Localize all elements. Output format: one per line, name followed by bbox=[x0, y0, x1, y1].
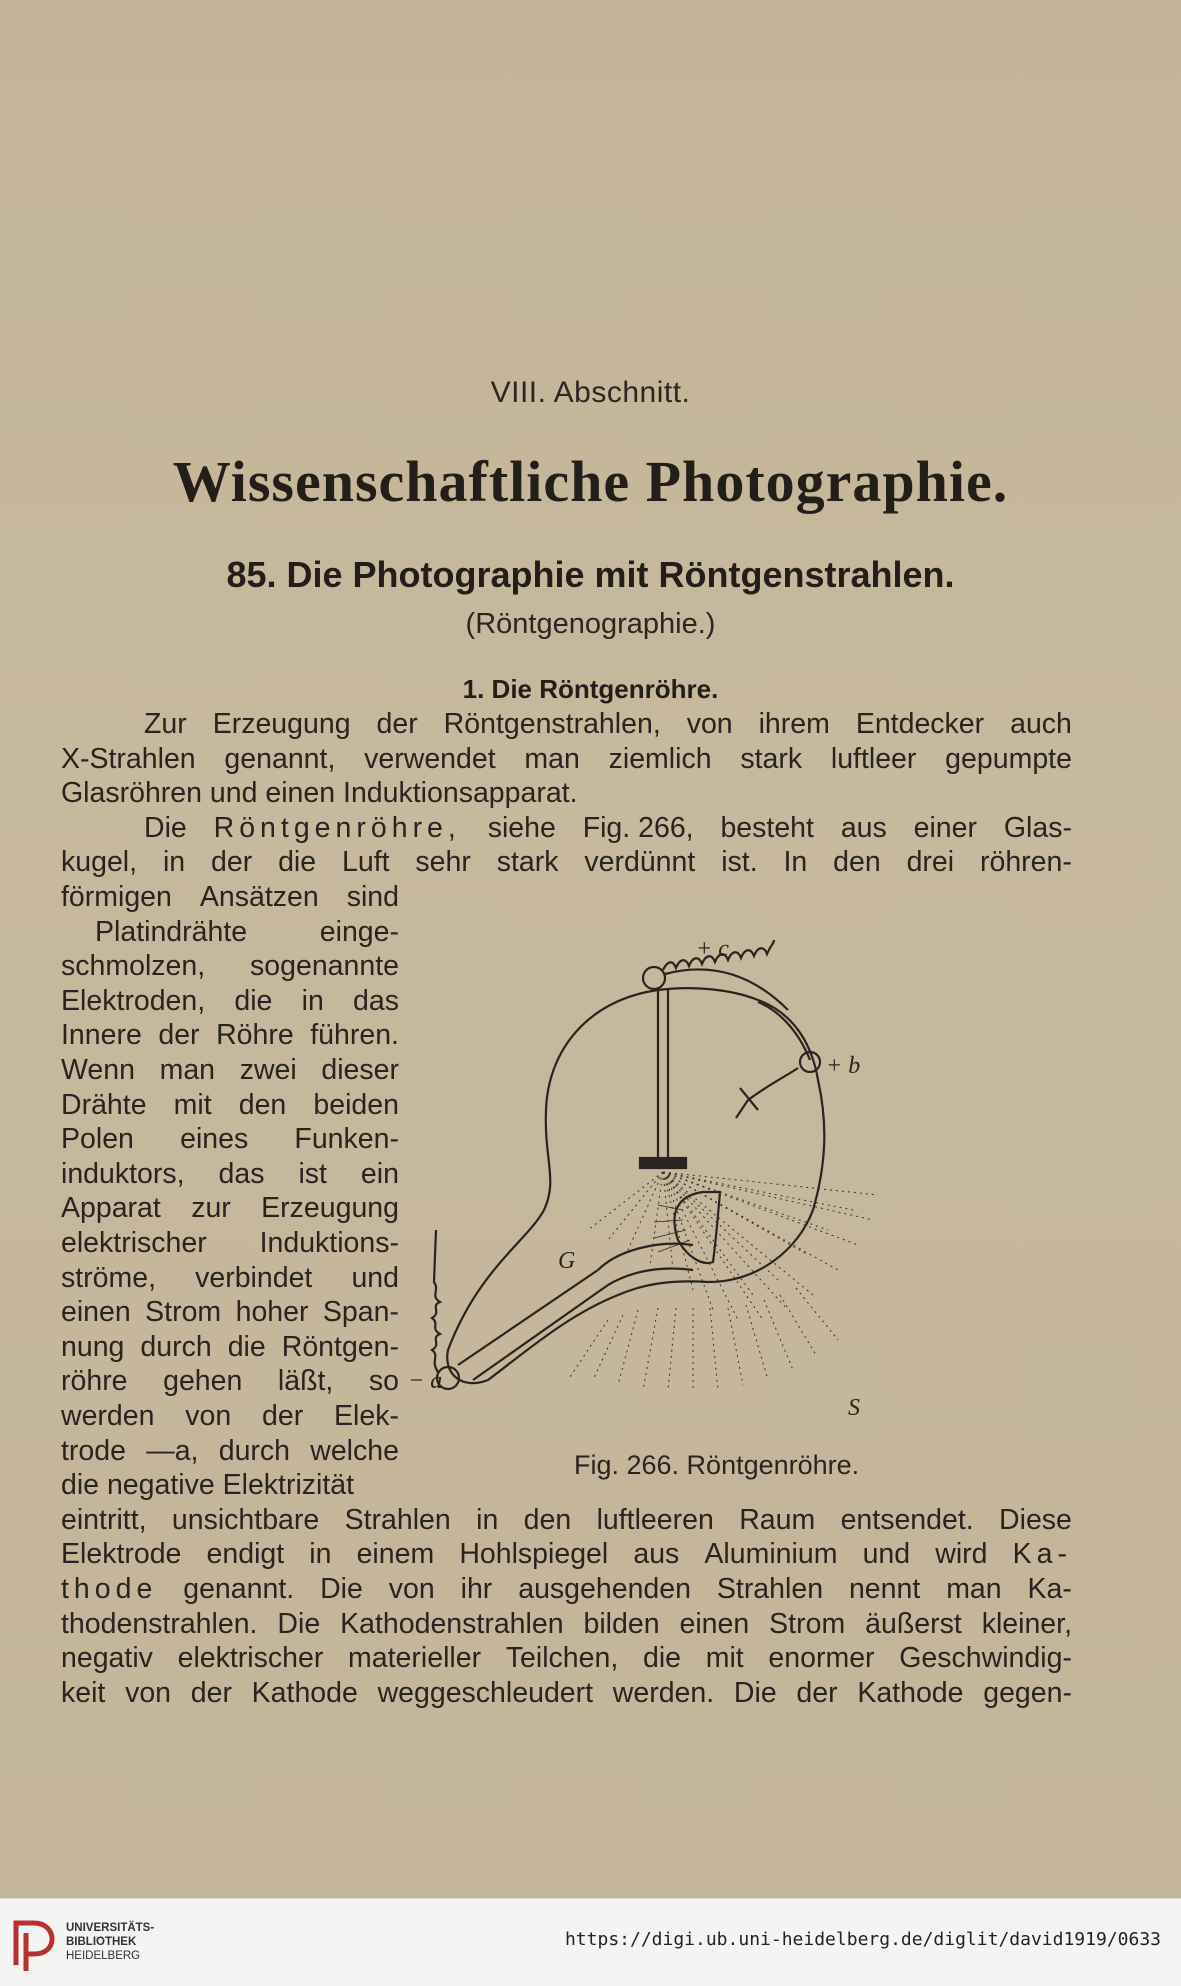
word: einen bbox=[61, 1296, 131, 1329]
text-line bbox=[61, 1123, 399, 1156]
word: Diese bbox=[999, 1503, 1072, 1536]
word: durch bbox=[218, 1434, 291, 1467]
word: nennt bbox=[848, 1573, 921, 1605]
label-a: − a bbox=[408, 1368, 443, 1394]
word: die negative Elektrizität bbox=[61, 1469, 355, 1502]
word: thode bbox=[61, 1573, 158, 1605]
word: X-Strahlen bbox=[61, 742, 196, 775]
word: der bbox=[190, 1676, 232, 1709]
word: sind bbox=[346, 881, 399, 913]
word: förmigen bbox=[61, 881, 172, 913]
text-line bbox=[61, 743, 1072, 776]
text-line bbox=[61, 1365, 399, 1398]
text-line bbox=[61, 846, 1072, 879]
word: bilden bbox=[583, 1607, 660, 1640]
word: luftleeren bbox=[596, 1503, 714, 1536]
logo-line-3: HEIDELBERG bbox=[66, 1950, 141, 1962]
word: Kathode bbox=[251, 1676, 358, 1709]
word: thodenstrahlen. bbox=[61, 1607, 258, 1640]
roentgen-tube-figure bbox=[408, 910, 1058, 1440]
word: gegen- bbox=[983, 1676, 1072, 1709]
word: weggeschleudert bbox=[377, 1676, 594, 1709]
word: äußerst bbox=[865, 1607, 962, 1640]
word: kleiner, bbox=[981, 1607, 1072, 1640]
word: In bbox=[783, 846, 808, 879]
word: zur bbox=[191, 1192, 231, 1225]
word: das bbox=[353, 984, 399, 1017]
word: auch bbox=[1010, 708, 1072, 740]
word: Röntgenstrahlen, bbox=[443, 708, 661, 740]
word: Glasröhren und einen Induktionsapparat. bbox=[61, 777, 578, 810]
word: die bbox=[227, 1330, 266, 1363]
word: beiden bbox=[313, 1088, 399, 1121]
word: Drähte bbox=[61, 1088, 147, 1121]
label-c: + c bbox=[696, 936, 729, 962]
word: Strahlen bbox=[344, 1503, 451, 1536]
word: ist bbox=[298, 1157, 327, 1190]
text-line bbox=[61, 985, 399, 1018]
section-heading: VIII. Abschnitt. bbox=[490, 376, 691, 409]
word: ziemlich bbox=[608, 742, 712, 775]
word: Röntgenröhre, bbox=[213, 811, 461, 844]
word: sehr bbox=[415, 846, 471, 879]
word: in bbox=[301, 984, 324, 1017]
text-line bbox=[61, 1331, 399, 1364]
text-line bbox=[61, 1435, 399, 1468]
word: durch bbox=[140, 1330, 212, 1363]
label-g: G bbox=[558, 1248, 576, 1274]
word: Röhre bbox=[216, 1019, 294, 1052]
word: führen. bbox=[310, 1019, 399, 1052]
word: Aluminium bbox=[704, 1538, 838, 1571]
word: das bbox=[218, 1157, 265, 1190]
text-line bbox=[61, 1019, 399, 1052]
word: Ansätzen bbox=[199, 881, 319, 913]
word: eines bbox=[180, 1123, 249, 1156]
word: zwei bbox=[239, 1054, 297, 1086]
word: Elektroden, bbox=[61, 984, 206, 1017]
word: welche bbox=[310, 1434, 399, 1467]
word: unsichtbare bbox=[171, 1503, 320, 1536]
word: ein bbox=[360, 1157, 399, 1190]
word: von bbox=[388, 1573, 435, 1605]
word: schmolzen, bbox=[61, 950, 206, 983]
text-line bbox=[61, 1158, 399, 1191]
word: luftleer bbox=[830, 742, 917, 775]
word: einge- bbox=[319, 915, 399, 948]
text-line bbox=[61, 1573, 1072, 1606]
text-line bbox=[61, 1262, 399, 1295]
word: trode bbox=[61, 1434, 126, 1467]
word: genannt, bbox=[224, 742, 336, 775]
word: verwendet bbox=[364, 742, 496, 775]
word: läßt, bbox=[277, 1365, 334, 1398]
word: sogenannte bbox=[250, 950, 399, 983]
word: mit bbox=[705, 1642, 744, 1675]
word: werden bbox=[61, 1400, 155, 1432]
word: Erzeugung bbox=[261, 1192, 399, 1225]
word: negativ bbox=[61, 1642, 153, 1675]
word: Polen bbox=[61, 1123, 134, 1156]
word: röhren- bbox=[979, 846, 1072, 879]
word: den bbox=[833, 846, 881, 879]
text-line bbox=[61, 1054, 399, 1087]
word: Glas- bbox=[1003, 811, 1072, 844]
word: Kathode bbox=[857, 1676, 964, 1709]
library-logo-icon bbox=[12, 1915, 56, 1973]
word: einen bbox=[679, 1607, 750, 1640]
word: eintritt, bbox=[61, 1503, 147, 1536]
word: Ka- bbox=[1012, 1538, 1072, 1571]
word: wird bbox=[935, 1538, 988, 1571]
text-line bbox=[61, 1504, 1072, 1537]
text-line bbox=[61, 1538, 1072, 1571]
word: Apparat bbox=[61, 1192, 161, 1225]
word: Die bbox=[277, 1607, 321, 1640]
word: verdünnt bbox=[584, 846, 696, 879]
word: drei bbox=[906, 846, 955, 879]
word: Innere bbox=[61, 1019, 142, 1052]
chapter-subtitle: (Röntgenographie.) bbox=[465, 608, 716, 640]
permalink-url[interactable]: https://digi.ub.uni-heidelberg.de/diglit/david1919/0633 bbox=[564, 1929, 1161, 1950]
word: Span- bbox=[322, 1296, 399, 1329]
word: verbindet bbox=[195, 1261, 313, 1294]
word: Röntgen- bbox=[281, 1330, 399, 1363]
word: von bbox=[185, 1400, 232, 1432]
word: Teilchen, bbox=[505, 1642, 619, 1675]
text-line bbox=[61, 1089, 399, 1122]
word: Elektrode bbox=[61, 1538, 182, 1571]
word: der bbox=[158, 1019, 200, 1052]
word: der bbox=[376, 708, 418, 740]
word: gepumpte bbox=[945, 742, 1072, 775]
text-line bbox=[61, 1677, 1072, 1710]
word: die bbox=[642, 1642, 682, 1675]
word: ströme, bbox=[61, 1261, 157, 1294]
word: stark bbox=[740, 742, 803, 775]
word: enormer bbox=[768, 1642, 875, 1675]
word: der bbox=[262, 1400, 304, 1432]
word: Kathodenstrahlen bbox=[340, 1607, 564, 1640]
word: ist. bbox=[721, 846, 758, 879]
word: Ka- bbox=[1027, 1573, 1072, 1605]
word: Strom bbox=[145, 1296, 222, 1329]
word: Wenn bbox=[61, 1054, 135, 1086]
word: dieser bbox=[321, 1054, 399, 1086]
word: und bbox=[862, 1538, 911, 1571]
text-line bbox=[144, 812, 1072, 845]
text-line bbox=[61, 1400, 399, 1433]
word: Induktions- bbox=[259, 1227, 399, 1259]
page-title: Wissenschaftliche Photographie. bbox=[172, 449, 1009, 514]
word: den bbox=[523, 1503, 572, 1536]
library-logo-text bbox=[66, 1921, 154, 1963]
word: man bbox=[159, 1054, 216, 1086]
word: Raum bbox=[739, 1503, 816, 1536]
word: in bbox=[309, 1538, 332, 1571]
word: kugel, bbox=[61, 846, 138, 879]
figure-caption: Fig. 266. Röntgenröhre. bbox=[574, 1450, 860, 1480]
word: Erzeugung bbox=[212, 708, 351, 740]
text-line bbox=[61, 1192, 399, 1225]
word: einem bbox=[356, 1538, 435, 1571]
text-line bbox=[61, 1469, 399, 1502]
word: —a, bbox=[146, 1434, 199, 1467]
text-line bbox=[61, 1296, 399, 1329]
label-b: + b bbox=[826, 1053, 861, 1079]
word: Zur bbox=[144, 708, 187, 740]
word: siehe bbox=[487, 811, 556, 844]
word: in bbox=[476, 1503, 499, 1536]
word: ihr bbox=[460, 1573, 493, 1605]
word: genannt. bbox=[183, 1573, 295, 1605]
logo-line-1: UNIVERSITÄTS- bbox=[66, 1922, 155, 1934]
viewer-footer bbox=[0, 1898, 1181, 1986]
word: endigt bbox=[206, 1538, 285, 1571]
word: der bbox=[796, 1676, 838, 1709]
word: einer bbox=[913, 811, 977, 844]
word: die bbox=[278, 846, 317, 879]
word: besteht bbox=[720, 811, 814, 844]
word: werden. bbox=[612, 1676, 715, 1709]
word: Die bbox=[733, 1676, 777, 1709]
roentgen-tube-illustration bbox=[408, 910, 1058, 1440]
word: ihrem bbox=[758, 708, 830, 740]
word: keit bbox=[61, 1676, 106, 1709]
word: Geschwindig- bbox=[899, 1642, 1072, 1675]
text-line bbox=[61, 1642, 1072, 1675]
word: und bbox=[351, 1261, 399, 1294]
word: elektrischer bbox=[177, 1642, 324, 1675]
word: materieller bbox=[348, 1642, 482, 1675]
word: Hohlspiegel bbox=[459, 1538, 609, 1571]
word: gehen bbox=[163, 1365, 243, 1398]
word: in bbox=[162, 846, 186, 879]
word: Entdecker bbox=[855, 708, 985, 740]
text-line bbox=[61, 777, 1072, 810]
word: Funken- bbox=[294, 1123, 399, 1156]
word: Elek- bbox=[334, 1400, 399, 1432]
word: ausgehenden bbox=[518, 1573, 691, 1605]
word: hoher bbox=[235, 1296, 309, 1329]
word: der bbox=[211, 846, 253, 879]
chapter-heading: 85. Die Photographie mit Röntgenstrahlen. bbox=[226, 554, 955, 595]
text-line bbox=[61, 950, 399, 983]
text-line bbox=[61, 1608, 1072, 1641]
word: man bbox=[524, 742, 580, 775]
text-line bbox=[95, 916, 399, 949]
word: Die bbox=[320, 1573, 363, 1605]
word: Platindrähte bbox=[95, 915, 248, 948]
text-line bbox=[144, 708, 1072, 741]
word: von bbox=[686, 708, 733, 740]
word: Luft bbox=[342, 846, 390, 879]
word: elektrischer bbox=[61, 1227, 207, 1259]
word: Strom bbox=[769, 1607, 846, 1640]
word: mit bbox=[173, 1088, 212, 1121]
word: so bbox=[368, 1365, 399, 1398]
word: den bbox=[238, 1088, 287, 1121]
text-line bbox=[61, 881, 399, 914]
word: Strahlen bbox=[716, 1573, 824, 1605]
logo-line-2: BIBLIOTHEK bbox=[66, 1936, 137, 1948]
word: stark bbox=[496, 846, 559, 879]
subsection-heading: 1. Die Röntgenröhre. bbox=[462, 674, 719, 704]
word: man bbox=[946, 1573, 1002, 1605]
word: aus bbox=[633, 1538, 680, 1571]
text-line bbox=[61, 1227, 399, 1260]
word: aus bbox=[840, 811, 887, 844]
word: von bbox=[125, 1676, 172, 1709]
word: entsendet. bbox=[840, 1503, 974, 1536]
word: Die bbox=[144, 811, 187, 844]
word: Fig. 266, bbox=[582, 811, 694, 844]
word: die bbox=[234, 984, 273, 1017]
word: nung bbox=[61, 1330, 125, 1363]
word: induktors, bbox=[61, 1157, 185, 1190]
label-s: S bbox=[848, 1395, 860, 1421]
word: röhre bbox=[61, 1365, 128, 1398]
